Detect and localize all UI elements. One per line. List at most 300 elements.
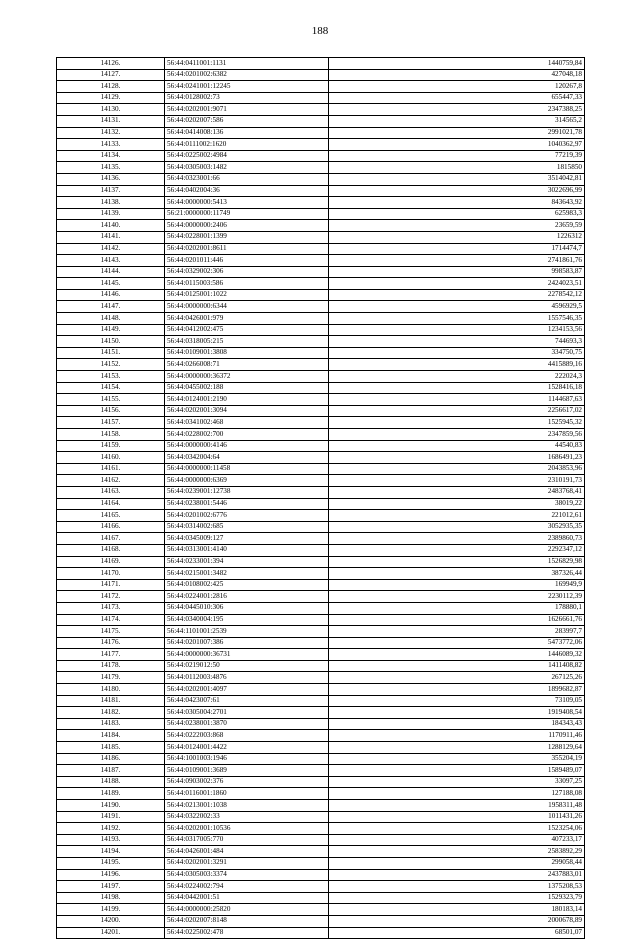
cadastral-value: 2000678,89 [329,915,585,927]
row-number: 14141. [57,231,165,243]
table-row [57,602,585,614]
cadastral-value: 23659,59 [329,220,585,232]
cadastral-number: 56:44:0202007:586 [165,115,329,127]
table-row [57,289,585,301]
cadastral-number: 56:44:0213001:1038 [165,800,329,812]
row-number: 14161. [57,463,165,475]
row-number: 14193. [57,834,165,846]
cadastral-value: 221012,61 [329,510,585,522]
cadastral-number: 56:44:0000000:25820 [165,904,329,916]
cadastral-value: 2741861,76 [329,255,585,267]
cadastral-number: 56:44:0115003:586 [165,278,329,290]
table-row [57,243,585,255]
row-number: 14172. [57,591,165,603]
cadastral-value: 33097,25 [329,776,585,788]
row-number: 14189. [57,788,165,800]
cadastral-value: 1523254,06 [329,823,585,835]
cadastral-number: 56:44:0317005:770 [165,834,329,846]
table-row [57,266,585,278]
row-number: 14137. [57,185,165,197]
cadastral-value: 38019,22 [329,498,585,510]
table-row [57,278,585,290]
table-row [57,614,585,626]
cadastral-number: 56:44:0224001:2816 [165,591,329,603]
table-row [57,915,585,927]
cadastral-number: 56:44:0239001:12738 [165,486,329,498]
table-row [57,115,585,127]
row-number: 14166. [57,521,165,533]
row-number: 14175. [57,626,165,638]
cadastral-value: 178880,1 [329,602,585,614]
cadastral-number: 56:44:0202001:3291 [165,857,329,869]
cadastral-value: 355204,19 [329,753,585,765]
cadastral-number: 56:44:0124001:4422 [165,742,329,754]
row-number: 14130. [57,104,165,116]
table-row [57,742,585,754]
cadastral-number: 56:44:0314002:685 [165,521,329,533]
row-number: 14194. [57,846,165,858]
cadastral-value: 1440759,84 [329,58,585,70]
cadastral-number: 56:44:0000000:6369 [165,475,329,487]
cadastral-value: 334750,75 [329,347,585,359]
row-number: 14127. [57,69,165,81]
cadastral-number: 56:44:0412002:475 [165,324,329,336]
cadastral-number: 56:44:0305004:2701 [165,707,329,719]
cadastral-value: 1040362,97 [329,139,585,151]
cadastral-number: 56:44:0411001:1131 [165,58,329,70]
cadastral-value: 2278542,12 [329,289,585,301]
row-number: 14135. [57,162,165,174]
cadastral-number: 56:44:0241001:12245 [165,81,329,93]
row-number: 14192. [57,823,165,835]
row-number: 14180. [57,684,165,696]
cadastral-number: 56:44:0000000:36372 [165,371,329,383]
cadastral-value: 1899682,87 [329,684,585,696]
row-number: 14157. [57,417,165,429]
row-number: 14173. [57,602,165,614]
cadastral-number: 56:44:0202001:8611 [165,243,329,255]
table-row [57,452,585,464]
table-row [57,811,585,823]
row-number: 14163. [57,486,165,498]
cadastral-value: 3022696,99 [329,185,585,197]
table-row [57,834,585,846]
cadastral-value: 1526829,98 [329,556,585,568]
cadastral-value: 1815850 [329,162,585,174]
cadastral-value: 1011431,26 [329,811,585,823]
table-row [57,591,585,603]
table-row [57,382,585,394]
cadastral-number: 56:44:0228002:700 [165,429,329,441]
table-row [57,660,585,672]
cadastral-value: 407233,17 [329,834,585,846]
table-row [57,429,585,441]
cadastral-number: 56:44:0219012:50 [165,660,329,672]
cadastral-number: 56:44:0345009:127 [165,533,329,545]
row-number: 14195. [57,857,165,869]
row-number: 14197. [57,881,165,893]
table-row [57,533,585,545]
cadastral-value: 2230112,39 [329,591,585,603]
cadastral-number: 56:44:0202001:3094 [165,405,329,417]
cadastral-number: 56:44:0112003:4876 [165,672,329,684]
table-row [57,776,585,788]
row-number: 14140. [57,220,165,232]
cadastral-value: 655447,33 [329,92,585,104]
row-number: 14188. [57,776,165,788]
cadastral-value: 1411408,82 [329,660,585,672]
row-number: 14177. [57,649,165,661]
table-row [57,510,585,522]
table-row [57,626,585,638]
cadastral-value: 120267,8 [329,81,585,93]
cadastral-value: 1557546,35 [329,313,585,325]
row-number: 14134. [57,150,165,162]
row-number: 14196. [57,869,165,881]
cadastral-value: 1234153,56 [329,324,585,336]
cadastral-value: 2292347,12 [329,544,585,556]
cadastral-value: 427048,18 [329,69,585,81]
table-row [57,255,585,267]
table-row [57,486,585,498]
row-number: 14132. [57,127,165,139]
table-row [57,765,585,777]
cadastral-number: 56:44:0238001:5446 [165,498,329,510]
table-row [57,92,585,104]
cadastral-value: 3514042,81 [329,173,585,185]
table-row [57,892,585,904]
row-number: 14151. [57,347,165,359]
table-row [57,417,585,429]
table-row [57,684,585,696]
cadastral-number: 56:44:0341002:468 [165,417,329,429]
cadastral-number: 56:44:0445010:306 [165,602,329,614]
table-row [57,881,585,893]
cadastral-value: 73109,05 [329,695,585,707]
cadastral-number: 56:44:0402004:36 [165,185,329,197]
table-row [57,104,585,116]
cadastral-number: 56:44:0414008:136 [165,127,329,139]
cadastral-number: 56:44:0455002:188 [165,382,329,394]
cadastral-number: 56:44:0109001:3689 [165,765,329,777]
row-number: 14174. [57,614,165,626]
cadastral-number: 56:44:0215001:3482 [165,568,329,580]
cadastral-number: 56:44:0202001:4097 [165,684,329,696]
cadastral-value: 169949,9 [329,579,585,591]
table-row [57,69,585,81]
table-row [57,521,585,533]
table-row [57,718,585,730]
cadastral-value: 1170911,46 [329,730,585,742]
table-row [57,556,585,568]
row-number: 14185. [57,742,165,754]
cadastral-value: 267125,26 [329,672,585,684]
cadastral-number: 56:44:0423007:61 [165,695,329,707]
row-number: 14183. [57,718,165,730]
table-row [57,173,585,185]
cadastral-number: 56:44:0202007:8148 [165,915,329,927]
row-number: 14129. [57,92,165,104]
table-row [57,637,585,649]
table-row [57,649,585,661]
row-number: 14131. [57,115,165,127]
table-row [57,301,585,313]
table-row [57,753,585,765]
cadastral-number: 56:44:0903002:376 [165,776,329,788]
row-number: 14171. [57,579,165,591]
row-number: 14158. [57,429,165,441]
cadastral-number: 56:44:0111002:1620 [165,139,329,151]
row-number: 14147. [57,301,165,313]
cadastral-value: 2991021,78 [329,127,585,139]
row-number: 14187. [57,765,165,777]
cadastral-number: 56:44:0313001:4140 [165,544,329,556]
cadastral-value: 1529323,79 [329,892,585,904]
cadastral-number: 56:44:0426001:979 [165,313,329,325]
cadastral-number: 56:44:0222003:868 [165,730,329,742]
cadastral-number: 56:44:0266008:71 [165,359,329,371]
cadastral-number: 56:44:0116001:1860 [165,788,329,800]
cadastral-number: 56:44:0225002:4984 [165,150,329,162]
row-number: 14138. [57,197,165,209]
table-row [57,672,585,684]
row-number: 14133. [57,139,165,151]
cadastral-value: 2424023,51 [329,278,585,290]
cadastral-value: 184343,43 [329,718,585,730]
table-row [57,150,585,162]
table-row [57,904,585,916]
row-number: 14156. [57,405,165,417]
row-number: 14148. [57,313,165,325]
cadastral-value: 1525945,32 [329,417,585,429]
cadastral-number: 56:44:0305003:1482 [165,162,329,174]
cadastral-number: 56:44:1101001:2539 [165,626,329,638]
cadastral-number: 56:44:0323001:66 [165,173,329,185]
cadastral-number: 56:44:0201002:6382 [165,69,329,81]
table-row [57,440,585,452]
table-row [57,568,585,580]
table-row [57,313,585,325]
row-number: 14149. [57,324,165,336]
cadastral-value: 1714474,7 [329,243,585,255]
cadastral-value: 1686491,23 [329,452,585,464]
row-number: 14170. [57,568,165,580]
table-row [57,463,585,475]
cadastral-value: 744693,3 [329,336,585,348]
cadastral-number: 56:44:0124001:2190 [165,394,329,406]
table-row [57,324,585,336]
table-row [57,208,585,220]
cadastral-number: 56:44:0000000:6344 [165,301,329,313]
table-row [57,231,585,243]
cadastral-value: 2389860,73 [329,533,585,545]
row-number: 14153. [57,371,165,383]
row-number: 14164. [57,498,165,510]
table-row [57,371,585,383]
row-number: 14178. [57,660,165,672]
table-row [57,579,585,591]
cadastral-value: 2483768,41 [329,486,585,498]
cadastral-value: 1446089,32 [329,649,585,661]
cadastral-value: 4415889,16 [329,359,585,371]
registry-table [56,57,585,939]
row-number: 14143. [57,255,165,267]
cadastral-number: 56:44:0442001:51 [165,892,329,904]
cadastral-value: 4596929,5 [329,301,585,313]
cadastral-number: 56:44:0201007:386 [165,637,329,649]
cadastral-value: 77219,39 [329,150,585,162]
row-number: 14191. [57,811,165,823]
cadastral-value: 1528416,18 [329,382,585,394]
table-row [57,869,585,881]
registry-table-container [56,57,584,939]
row-number: 14167. [57,533,165,545]
cadastral-value: 1919408,54 [329,707,585,719]
page-number: 188 [311,25,329,37]
table-row [57,185,585,197]
table-row [57,800,585,812]
cadastral-number: 56:44:0000000:11458 [165,463,329,475]
cadastral-value: 44540,83 [329,440,585,452]
cadastral-value: 2347859,56 [329,429,585,441]
table-row [57,197,585,209]
row-number: 14201. [57,927,165,939]
cadastral-number: 56:44:0202001:9071 [165,104,329,116]
row-number: 14181. [57,695,165,707]
table-row [57,359,585,371]
cadastral-value: 1375208,53 [329,881,585,893]
row-number: 14146. [57,289,165,301]
cadastral-value: 625983,3 [329,208,585,220]
cadastral-number: 56:44:0305003:3374 [165,869,329,881]
cadastral-value: 387326,44 [329,568,585,580]
table-row [57,336,585,348]
cadastral-value: 1288129,64 [329,742,585,754]
row-number: 14182. [57,707,165,719]
cadastral-value: 1144687,63 [329,394,585,406]
table-row [57,823,585,835]
cadastral-number: 56:21:0000000:11749 [165,208,329,220]
cadastral-number: 56:44:0238001:3870 [165,718,329,730]
cadastral-number: 56:44:1001003:1946 [165,753,329,765]
cadastral-value: 127188,08 [329,788,585,800]
cadastral-number: 56:44:0201011:446 [165,255,329,267]
row-number: 14199. [57,904,165,916]
cadastral-number: 56:44:0224002:794 [165,881,329,893]
table-row [57,475,585,487]
table-row [57,394,585,406]
cadastral-number: 56:44:0202001:10536 [165,823,329,835]
cadastral-number: 56:44:0201002:6776 [165,510,329,522]
cadastral-value: 1958311,48 [329,800,585,812]
row-number: 14168. [57,544,165,556]
cadastral-value: 283997,7 [329,626,585,638]
table-row [57,81,585,93]
cadastral-number: 56:44:0329002:306 [165,266,329,278]
table-row [57,220,585,232]
row-number: 14136. [57,173,165,185]
cadastral-value: 299058,44 [329,857,585,869]
table-row [57,857,585,869]
row-number: 14165. [57,510,165,522]
row-number: 14198. [57,892,165,904]
cadastral-value: 222024,3 [329,371,585,383]
cadastral-value: 843643,92 [329,197,585,209]
cadastral-value: 68501,07 [329,927,585,939]
cadastral-number: 56:44:0000000:5413 [165,197,329,209]
row-number: 14159. [57,440,165,452]
row-number: 14145. [57,278,165,290]
row-number: 14139. [57,208,165,220]
table-row [57,139,585,151]
row-number: 14169. [57,556,165,568]
row-number: 14126. [57,58,165,70]
cadastral-value: 2043853,96 [329,463,585,475]
cadastral-value: 180183,14 [329,904,585,916]
cadastral-number: 56:44:0322002:33 [165,811,329,823]
row-number: 14150. [57,336,165,348]
row-number: 14160. [57,452,165,464]
table-row [57,405,585,417]
row-number: 14154. [57,382,165,394]
cadastral-number: 56:44:0342004:64 [165,452,329,464]
table-row [57,127,585,139]
cadastral-value: 2583892,29 [329,846,585,858]
table-row [57,498,585,510]
cadastral-number: 56:44:0108002:425 [165,579,329,591]
table-row [57,788,585,800]
row-number: 14184. [57,730,165,742]
table-row [57,846,585,858]
table-row [57,347,585,359]
row-number: 14144. [57,266,165,278]
row-number: 14176. [57,637,165,649]
table-row [57,707,585,719]
table-row [57,927,585,939]
cadastral-value: 314565,2 [329,115,585,127]
table-row [57,58,585,70]
row-number: 14200. [57,915,165,927]
cadastral-value: 3052935,35 [329,521,585,533]
table-row [57,730,585,742]
table-row [57,544,585,556]
cadastral-value: 998583,87 [329,266,585,278]
row-number: 14190. [57,800,165,812]
cadastral-number: 56:44:0128002:73 [165,92,329,104]
row-number: 14152. [57,359,165,371]
row-number: 14155. [57,394,165,406]
cadastral-value: 2347388,25 [329,104,585,116]
cadastral-value: 2310191,73 [329,475,585,487]
cadastral-number: 56:44:0426001:484 [165,846,329,858]
table-row [57,695,585,707]
row-number: 14179. [57,672,165,684]
cadastral-number: 56:44:0228001:1399 [165,231,329,243]
cadastral-number: 56:44:0000000:4146 [165,440,329,452]
cadastral-number: 56:44:0000000:36731 [165,649,329,661]
cadastral-number: 56:44:0125001:1022 [165,289,329,301]
cadastral-number: 56:44:0318005:215 [165,336,329,348]
cadastral-value: 5473772,06 [329,637,585,649]
cadastral-value: 1226312 [329,231,585,243]
cadastral-value: 1589489,07 [329,765,585,777]
cadastral-number: 56:44:0000000:2406 [165,220,329,232]
row-number: 14186. [57,753,165,765]
cadastral-number: 56:44:0233001:394 [165,556,329,568]
cadastral-value: 2437883,01 [329,869,585,881]
row-number: 14128. [57,81,165,93]
cadastral-value: 2256617,02 [329,405,585,417]
